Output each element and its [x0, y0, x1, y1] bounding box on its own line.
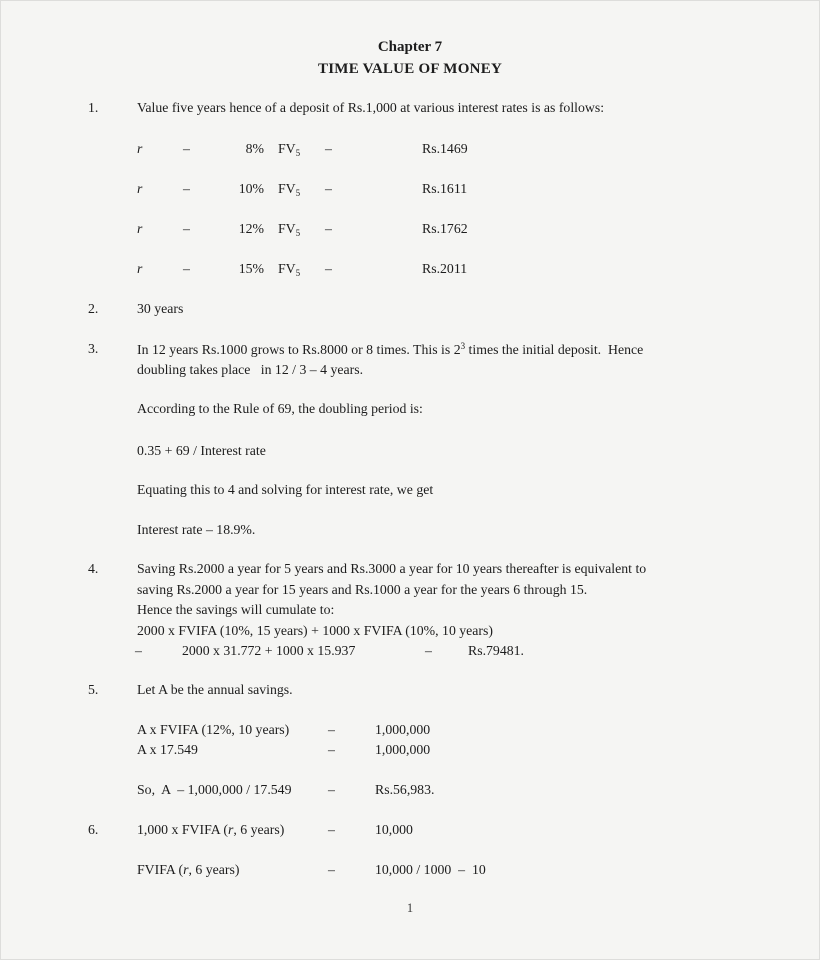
item-6-number: 6. — [88, 822, 99, 837]
equate-statement-row — [0, 482, 820, 503]
equation-value: 10,000 / 1000 – 10 — [375, 862, 486, 877]
interest-rate: 10% — [238, 181, 264, 196]
equals-sign: – — [325, 261, 332, 276]
item-4-equation-row — [0, 643, 820, 664]
item-5-intro: Let A be the annual savings. — [137, 682, 293, 697]
equals-sign: – — [328, 862, 335, 877]
item-5 — [0, 682, 820, 703]
rule-of-69-intro: According to the Rule of 69, the doubling period is: — [137, 401, 423, 416]
equals-sign: – — [325, 181, 332, 196]
item-3-line-2: doubling takes place in 12 / 3 – 4 years. — [137, 361, 364, 377]
item-4-number: 4. — [88, 561, 99, 576]
item-3-number: 3. — [88, 341, 99, 356]
fv-table-row — [0, 221, 820, 242]
equation-value: 10,000 — [375, 822, 413, 837]
page-number: 1 — [406, 901, 414, 915]
superscript-3: 3 — [460, 341, 466, 351]
item-4 — [0, 561, 820, 582]
item-4-line-1: Saving Rs.2000 a year for 5 years and Rs.3000 a year for 10 years thereafter is equivalent to — [137, 561, 647, 576]
fv-label: $FV_5$ — [278, 181, 301, 198]
item-1-text: Value five years hence of a deposit of Rs.1,000 at various interest rates is as follows: — [137, 100, 605, 115]
fv-value: Rs.1762 — [422, 221, 468, 236]
equation-label: A x FVIFA (12%, 10 years) — [137, 722, 290, 737]
chapter-title: Chapter 7 — [377, 39, 443, 55]
item-1 — [0, 100, 820, 121]
fv-table-row — [0, 141, 820, 162]
result-label: So, A – 1,000,000 / 17.549 — [137, 782, 292, 797]
item-2-number: 2. — [88, 301, 99, 316]
item-5-equation-row — [0, 742, 820, 763]
equation-label: FVIFA (r, 6 years) — [137, 862, 240, 877]
equals-sign: – — [328, 822, 335, 837]
item-4-line-3-row — [0, 602, 820, 623]
interest-rate: 12% — [238, 221, 264, 236]
equals-sign: – — [425, 643, 432, 658]
result-value: Rs.56,983. — [375, 782, 435, 797]
rate-variable: r — [137, 221, 143, 236]
rate-variable: r — [227, 822, 234, 837]
item-4-line-2: saving Rs.2000 a year for 15 years and Rs.1000 a year for the years 6 through 15. — [137, 581, 588, 597]
item-6-equation-row — [0, 862, 820, 883]
equals-sign: – — [135, 643, 142, 658]
rate-variable: r — [137, 261, 143, 276]
equals-sign: – — [325, 141, 332, 156]
fv-label: $FV_5$ — [278, 261, 301, 278]
equals-sign: – — [325, 221, 332, 236]
equals-sign: – — [183, 261, 190, 276]
equation-value: 1,000,000 — [375, 742, 431, 757]
doubling-formula: 0.35 + 69 / Interest rate — [137, 443, 266, 458]
item-4-line-4: 2000 x FVIFA (10%, 15 years) + 1000 x FVIFA (10%, 10 years) — [137, 622, 493, 638]
fv-value: Rs.1469 — [422, 141, 468, 156]
rate-variable: r — [137, 141, 143, 156]
fv-label: $FV_5$ — [278, 221, 301, 238]
fv-value: Rs.2011 — [422, 261, 468, 276]
rate-variable: r — [137, 181, 143, 196]
equate-statement: Equating this to 4 and solving for interest rate, we get — [137, 482, 434, 497]
interest-rate-result: Interest rate – 18.9%. — [137, 522, 256, 537]
interest-rate: 8% — [245, 141, 264, 156]
cumulation-value: Rs.79481. — [468, 643, 524, 658]
item-5-number: 5. — [88, 682, 99, 697]
item-3-line-2-row — [0, 362, 820, 383]
equals-sign: – — [183, 141, 190, 156]
rate-variable: r — [183, 862, 189, 877]
item-2 — [0, 301, 820, 322]
item-1-number: 1. — [88, 100, 99, 115]
equals-sign: – — [183, 181, 190, 196]
rule-of-69-intro-row — [0, 401, 820, 422]
item-5-result-row — [0, 782, 820, 803]
item-5-equation-row — [0, 722, 820, 743]
document-title: TIME VALUE OF MONEY — [317, 61, 503, 77]
interest-rate: 15% — [238, 261, 264, 276]
item-4-line-3: Hence the savings will cumulate to: — [137, 602, 335, 617]
item-3-line-1: In 12 years Rs.1000 grows to Rs.8000 or 8 times. This is $2^3$ times the initial deposit. Hence — [137, 341, 644, 357]
equals-sign: – — [328, 742, 335, 757]
fv-table-row — [0, 261, 820, 282]
equation-label: A x 17.549 — [137, 742, 198, 757]
item-6 — [0, 822, 820, 843]
doubling-formula-row — [0, 443, 820, 464]
interest-rate-result-row — [0, 522, 820, 543]
equals-sign: – — [328, 782, 335, 797]
item-2-text: 30 years — [137, 301, 184, 316]
equals-sign: – — [183, 221, 190, 236]
item-4-line-2-row — [0, 582, 820, 603]
fv-table-row — [0, 181, 820, 202]
cumulation-expression: 2000 x 31.772 + 1000 x 15.937 — [182, 643, 356, 658]
equals-sign: – — [328, 722, 335, 737]
item-4-line-4-row — [0, 623, 820, 644]
item-3 — [0, 341, 820, 362]
equation-value: 1,000,000 — [375, 722, 431, 737]
fv-value: Rs.1611 — [422, 181, 468, 196]
fv-label: $FV_5$ — [278, 141, 301, 158]
equation-label: 1,000 x FVIFA (r, 6 years) — [137, 822, 285, 837]
